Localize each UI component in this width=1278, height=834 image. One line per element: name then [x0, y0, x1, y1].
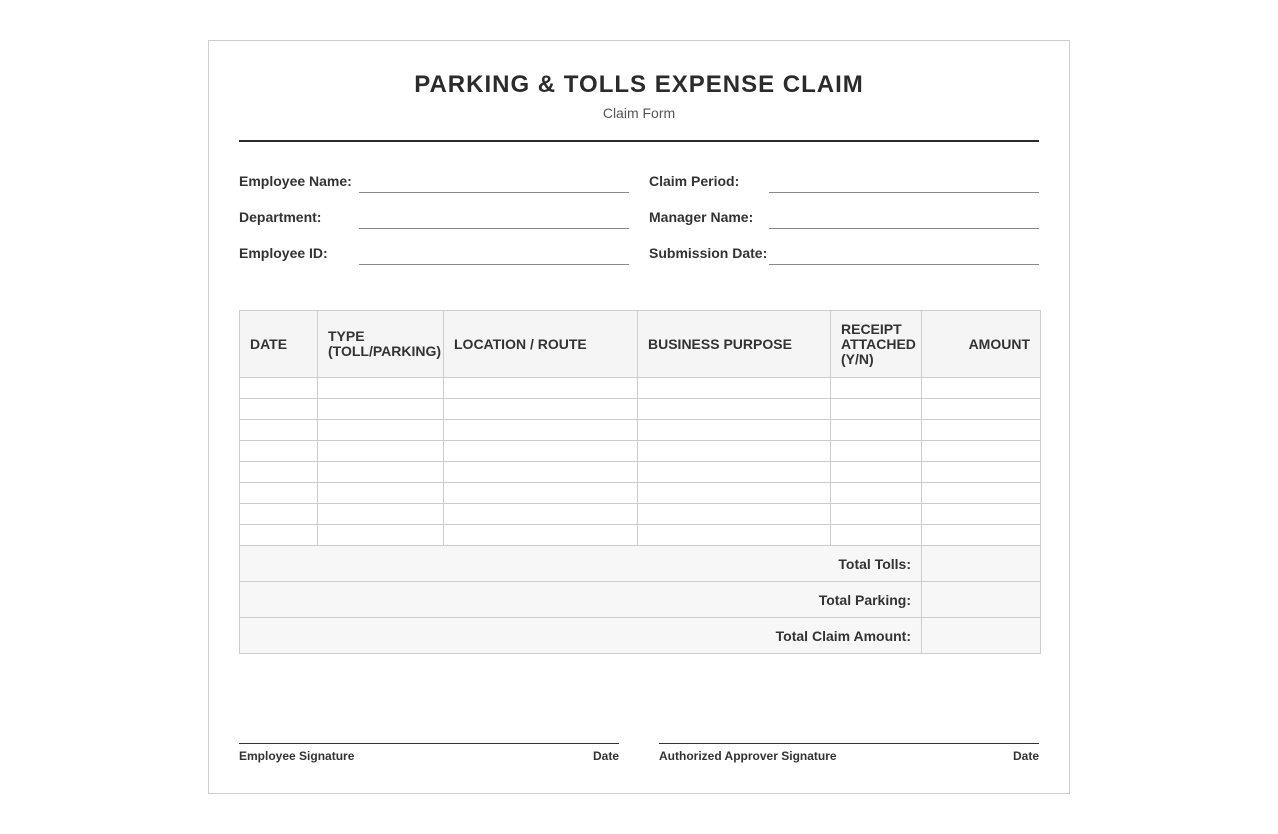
table-cell[interactable] [444, 483, 638, 504]
table-cell[interactable] [638, 525, 831, 546]
table-row [240, 462, 1041, 483]
approver-signature-label: Authorized Approver Signature [659, 749, 837, 763]
table-cell[interactable] [831, 504, 922, 525]
total-parking-label: Total Parking: [240, 582, 922, 618]
table-cell[interactable] [240, 399, 318, 420]
table-cell[interactable] [444, 441, 638, 462]
header-divider [239, 140, 1039, 142]
form-title: PARKING & TOLLS EXPENSE CLAIM [414, 71, 864, 98]
table-cell[interactable] [638, 441, 831, 462]
table-cell[interactable] [318, 378, 444, 399]
table-cell[interactable] [318, 525, 444, 546]
table-row [240, 420, 1041, 441]
employee-signature-label: Employee Signature [239, 749, 355, 763]
table-cell[interactable] [318, 420, 444, 441]
total-tolls-row [240, 546, 1041, 582]
table-row [240, 441, 1041, 462]
manager-name-field [649, 205, 1039, 229]
table-cell[interactable] [240, 378, 318, 399]
table-cell[interactable] [638, 504, 831, 525]
table-cell[interactable] [831, 378, 922, 399]
table-cell[interactable] [318, 399, 444, 420]
manager-name-label: Manager Name: [649, 209, 754, 225]
department-field [239, 205, 629, 229]
table-cell[interactable] [444, 504, 638, 525]
claim-period-field [649, 169, 1039, 193]
table-cell[interactable] [922, 462, 1041, 483]
total-parking-value[interactable] [922, 582, 1041, 618]
manager-name-input[interactable] [769, 205, 1039, 229]
table-cell[interactable] [240, 441, 318, 462]
column-header-date: DATE [240, 311, 318, 378]
total-claim-label: Total Claim Amount: [240, 618, 922, 654]
table-cell[interactable] [638, 420, 831, 441]
table-cell[interactable] [922, 525, 1041, 546]
table-cell[interactable] [444, 378, 638, 399]
column-header-receipt: RECEIPT ATTACHED (Y/N) [831, 311, 922, 378]
table-cell[interactable] [240, 483, 318, 504]
claim-period-input[interactable] [769, 169, 1039, 193]
total-claim-row [240, 618, 1041, 654]
total-tolls-value[interactable] [922, 546, 1041, 582]
expense-table [239, 310, 1041, 654]
approver-date-label: Date [1012, 749, 1039, 763]
submission-date-input[interactable] [769, 241, 1039, 265]
table-cell[interactable] [831, 420, 922, 441]
table-cell[interactable] [240, 420, 318, 441]
employee-name-label: Employee Name: [239, 173, 352, 189]
total-tolls-label: Total Tolls: [240, 546, 922, 582]
column-header-amount: AMOUNT [922, 311, 1041, 378]
employee-name-input[interactable] [359, 169, 629, 193]
column-header-location: LOCATION / ROUTE [444, 311, 638, 378]
employee-id-label: Employee ID: [239, 245, 328, 261]
table-cell[interactable] [444, 462, 638, 483]
department-input[interactable] [359, 205, 629, 229]
table-cell[interactable] [240, 504, 318, 525]
table-cell[interactable] [638, 378, 831, 399]
table-cell[interactable] [922, 399, 1041, 420]
employee-date-label: Date [592, 749, 619, 763]
table-row [240, 525, 1041, 546]
table-cell[interactable] [240, 525, 318, 546]
table-cell[interactable] [318, 504, 444, 525]
table-cell[interactable] [240, 462, 318, 483]
table-cell[interactable] [831, 525, 922, 546]
employee-name-field [239, 169, 629, 193]
table-cell[interactable] [831, 441, 922, 462]
table-cell[interactable] [318, 462, 444, 483]
table-cell[interactable] [922, 378, 1041, 399]
submission-date-label: Submission Date: [649, 245, 768, 261]
submission-date-field [649, 241, 1039, 265]
approver-signature-line[interactable] [659, 743, 1039, 763]
employee-id-input[interactable] [359, 241, 629, 265]
employee-signature-line[interactable] [239, 743, 619, 763]
table-cell[interactable] [318, 441, 444, 462]
table-cell[interactable] [922, 420, 1041, 441]
table-row [240, 399, 1041, 420]
form-subtitle: Claim Form [602, 105, 676, 121]
column-header-purpose: BUSINESS PURPOSE [638, 311, 831, 378]
claim-form-sheet [208, 40, 1070, 794]
table-row [240, 504, 1041, 525]
department-label: Department: [239, 209, 322, 225]
table-cell[interactable] [638, 462, 831, 483]
table-cell[interactable] [831, 462, 922, 483]
table-cell[interactable] [922, 483, 1041, 504]
table-row [240, 483, 1041, 504]
table-cell[interactable] [831, 483, 922, 504]
table-cell[interactable] [444, 399, 638, 420]
table-cell[interactable] [638, 483, 831, 504]
table-cell[interactable] [638, 399, 831, 420]
claim-period-label: Claim Period: [649, 173, 740, 189]
table-cell[interactable] [318, 483, 444, 504]
table-cell[interactable] [831, 399, 922, 420]
table-row [240, 378, 1041, 399]
total-parking-row [240, 582, 1041, 618]
table-cell[interactable] [922, 441, 1041, 462]
total-claim-value[interactable] [922, 618, 1041, 654]
table-header-row [240, 311, 1041, 378]
table-cell[interactable] [444, 420, 638, 441]
table-cell[interactable] [444, 525, 638, 546]
employee-id-field [239, 241, 629, 265]
column-header-type: TYPE (TOLL/PARKING) [318, 311, 444, 378]
table-cell[interactable] [922, 504, 1041, 525]
